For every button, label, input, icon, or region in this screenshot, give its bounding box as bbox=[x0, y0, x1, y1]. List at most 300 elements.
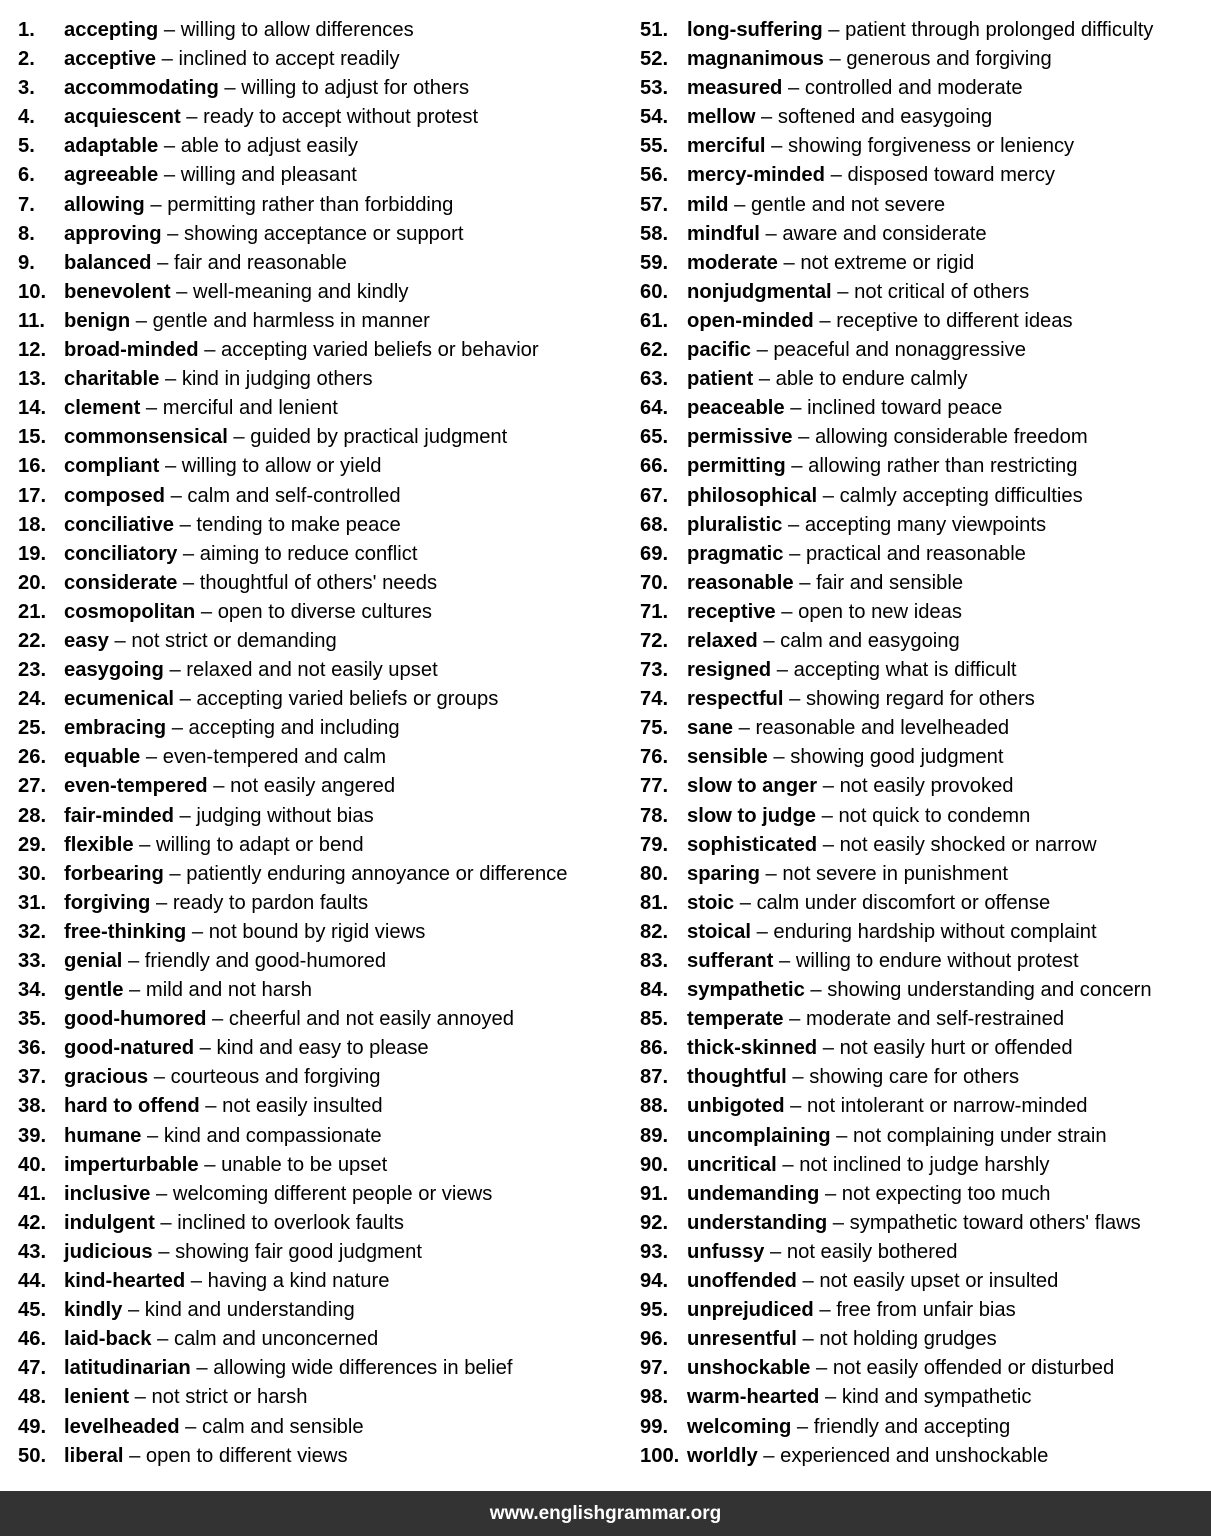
item-definition: gentle and harmless in manner bbox=[152, 309, 430, 332]
item-word: accommodating bbox=[64, 77, 219, 100]
item-separator: – bbox=[164, 484, 188, 507]
item-separator: – bbox=[817, 775, 840, 798]
item-number: 67. bbox=[640, 484, 669, 507]
item-word: balanced bbox=[64, 251, 152, 274]
item-number: 95. bbox=[640, 1299, 669, 1322]
item-number: 26. bbox=[18, 746, 47, 769]
item-separator: – bbox=[767, 746, 791, 769]
list-item bbox=[18, 1005, 618, 1034]
list-item bbox=[640, 249, 1211, 278]
item-number: 52. bbox=[640, 48, 669, 71]
list-item bbox=[640, 1209, 1211, 1238]
item-word: kindly bbox=[64, 1299, 123, 1322]
item-number: 24. bbox=[18, 688, 47, 711]
item-definition: courteous and forgiving bbox=[170, 1066, 381, 1089]
item-definition: permitting rather than forbidding bbox=[167, 193, 454, 216]
item-separator: – bbox=[773, 950, 796, 972]
list-item bbox=[18, 336, 618, 365]
list-item bbox=[640, 220, 1211, 249]
list-item bbox=[640, 1442, 1211, 1471]
item-number: 82. bbox=[640, 920, 669, 943]
item-number: 47. bbox=[18, 1357, 47, 1380]
item-separator: – bbox=[152, 1240, 176, 1263]
item-definition: fair and sensible bbox=[816, 571, 964, 594]
list-item bbox=[18, 1063, 618, 1092]
item-word: worldly bbox=[687, 1444, 758, 1467]
item-separator: – bbox=[783, 688, 806, 711]
item-number: 30. bbox=[18, 862, 47, 885]
item-number: 69. bbox=[640, 542, 669, 565]
item-separator: – bbox=[180, 106, 204, 129]
list-item bbox=[18, 423, 618, 452]
item-word: equable bbox=[64, 746, 141, 769]
item-word: mindful bbox=[687, 222, 760, 245]
item-definition: open to diverse cultures bbox=[217, 600, 433, 623]
item-definition: thoughtful of others' needs bbox=[199, 571, 438, 594]
item-separator: – bbox=[764, 1240, 787, 1263]
item-word: sane bbox=[687, 717, 734, 740]
item-number: 62. bbox=[640, 339, 669, 362]
item-word: gentle bbox=[64, 979, 124, 1002]
list-item bbox=[640, 802, 1211, 831]
list-item bbox=[640, 976, 1211, 1005]
item-definition: willing to adapt or bend bbox=[156, 833, 364, 856]
item-number: 59. bbox=[640, 251, 669, 274]
item-number: 97. bbox=[640, 1357, 669, 1380]
item-separator: – bbox=[148, 1066, 171, 1089]
list-item bbox=[640, 743, 1211, 772]
item-separator: – bbox=[173, 513, 197, 536]
item-separator: – bbox=[207, 775, 231, 798]
item-separator: – bbox=[830, 1124, 854, 1147]
item-separator: – bbox=[150, 1182, 173, 1205]
item-word: mellow bbox=[687, 106, 756, 129]
item-definition: showing care for others bbox=[809, 1066, 1020, 1089]
item-separator: – bbox=[750, 920, 774, 943]
item-word: pacific bbox=[687, 339, 751, 362]
item-definition: fair and reasonable bbox=[173, 251, 347, 274]
item-separator: – bbox=[151, 251, 174, 274]
item-word: relaxed bbox=[687, 629, 758, 652]
item-number: 65. bbox=[640, 426, 669, 449]
item-number: 33. bbox=[18, 950, 47, 972]
item-word: indulgent bbox=[64, 1211, 155, 1234]
item-definition: receptive to different ideas bbox=[836, 309, 1073, 332]
item-number: 96. bbox=[640, 1328, 669, 1351]
item-word: sophisticated bbox=[687, 833, 818, 856]
list-item bbox=[18, 1383, 618, 1412]
item-number: 93. bbox=[640, 1240, 669, 1263]
list-item bbox=[640, 1383, 1211, 1412]
item-word: slow to anger bbox=[687, 775, 818, 798]
item-definition: calm and sensible bbox=[202, 1415, 364, 1438]
item-definition: accepting and including bbox=[188, 717, 400, 740]
list-item bbox=[18, 1267, 618, 1296]
item-separator: – bbox=[163, 659, 187, 682]
item-separator: – bbox=[819, 1182, 842, 1205]
item-number: 37. bbox=[18, 1066, 47, 1089]
item-word: benign bbox=[64, 309, 131, 332]
item-definition: willing and pleasant bbox=[180, 164, 357, 187]
item-separator: – bbox=[817, 833, 840, 856]
list-item bbox=[640, 1296, 1211, 1325]
item-number: 18. bbox=[18, 513, 47, 536]
item-number: 57. bbox=[640, 193, 669, 216]
list-item bbox=[18, 365, 618, 394]
item-definition: friendly and good-humored bbox=[144, 950, 387, 972]
item-definition: patient through prolonged difficulty bbox=[845, 19, 1154, 41]
list-item bbox=[640, 365, 1211, 394]
item-definition: able to endure calmly bbox=[775, 368, 968, 391]
item-word: approving bbox=[64, 222, 162, 245]
item-number: 91. bbox=[640, 1182, 669, 1205]
item-number: 36. bbox=[18, 1037, 47, 1060]
item-definition: unable to be upset bbox=[221, 1153, 388, 1176]
word-list-right-column bbox=[640, 16, 1211, 1471]
item-word: pluralistic bbox=[687, 513, 783, 536]
item-definition: inclined toward peace bbox=[807, 397, 1003, 420]
item-number: 51. bbox=[640, 19, 669, 41]
item-number: 73. bbox=[640, 659, 669, 682]
list-item bbox=[18, 1442, 618, 1471]
item-separator: – bbox=[793, 571, 817, 594]
item-separator: – bbox=[757, 1444, 781, 1467]
item-word: humane bbox=[64, 1124, 142, 1147]
item-definition: accepting what is difficult bbox=[793, 659, 1017, 682]
item-number: 14. bbox=[18, 397, 47, 420]
list-item bbox=[18, 394, 618, 423]
list-item bbox=[640, 860, 1211, 889]
item-separator: – bbox=[733, 717, 756, 740]
item-number: 19. bbox=[18, 542, 47, 565]
list-item bbox=[640, 714, 1211, 743]
item-separator: – bbox=[815, 804, 839, 827]
item-separator: – bbox=[825, 164, 848, 187]
item-word: welcoming bbox=[687, 1415, 792, 1438]
item-word: laid-back bbox=[64, 1328, 152, 1351]
item-word: acceptive bbox=[64, 48, 157, 71]
item-definition: patiently enduring annoyance or difference bbox=[186, 862, 568, 885]
item-separator: – bbox=[819, 1386, 842, 1409]
item-separator: – bbox=[198, 1153, 222, 1176]
item-number: 22. bbox=[18, 629, 47, 652]
item-definition: not inclined to judge harshly bbox=[799, 1153, 1050, 1176]
list-item bbox=[640, 511, 1211, 540]
item-separator: – bbox=[776, 1153, 800, 1176]
item-number: 29. bbox=[18, 833, 47, 856]
item-word: agreeable bbox=[64, 164, 159, 187]
list-item bbox=[18, 16, 618, 45]
item-word: adaptable bbox=[64, 135, 159, 158]
item-number: 86. bbox=[640, 1037, 669, 1060]
item-separator: – bbox=[156, 48, 179, 71]
item-word: hard to offend bbox=[64, 1095, 200, 1118]
item-number: 98. bbox=[640, 1386, 669, 1409]
item-word: reasonable bbox=[687, 571, 794, 594]
list-item bbox=[640, 685, 1211, 714]
item-word: nonjudgmental bbox=[687, 280, 832, 303]
list-item bbox=[18, 45, 618, 74]
item-word: receptive bbox=[687, 600, 776, 623]
item-separator: – bbox=[179, 1415, 203, 1438]
item-number: 78. bbox=[640, 804, 669, 827]
item-definition: not expecting too much bbox=[841, 1182, 1051, 1205]
item-separator: – bbox=[784, 1095, 807, 1118]
item-definition: practical and reasonable bbox=[805, 542, 1026, 565]
item-definition: not strict or demanding bbox=[131, 629, 337, 652]
item-separator: – bbox=[140, 397, 163, 420]
list-item bbox=[18, 307, 618, 336]
item-separator: – bbox=[759, 862, 783, 885]
list-item bbox=[18, 685, 618, 714]
item-separator: – bbox=[185, 1270, 208, 1293]
list-item bbox=[18, 452, 618, 481]
item-separator: – bbox=[133, 833, 157, 856]
item-word: benevolent bbox=[64, 280, 171, 303]
item-number: 13. bbox=[18, 368, 47, 391]
item-definition: calm under discomfort or offense bbox=[756, 891, 1051, 914]
item-definition: inclined to accept readily bbox=[178, 48, 400, 71]
item-separator: – bbox=[122, 1299, 145, 1322]
item-word: peaceable bbox=[687, 397, 785, 420]
item-number: 88. bbox=[640, 1095, 669, 1118]
item-word: magnanimous bbox=[687, 48, 824, 71]
item-number: 4. bbox=[18, 106, 35, 129]
item-word: levelheaded bbox=[64, 1415, 180, 1438]
item-word: embracing bbox=[64, 717, 167, 740]
item-separator: – bbox=[158, 135, 181, 158]
item-separator: – bbox=[813, 1299, 837, 1322]
item-word: allowing bbox=[64, 193, 145, 216]
item-word: fair-minded bbox=[64, 804, 174, 827]
item-separator: – bbox=[163, 862, 187, 885]
item-word: merciful bbox=[687, 135, 766, 158]
item-separator: – bbox=[817, 484, 840, 507]
item-definition: not easily bothered bbox=[786, 1240, 958, 1263]
item-number: 49. bbox=[18, 1415, 47, 1438]
item-separator: – bbox=[130, 309, 153, 332]
list-item bbox=[640, 1267, 1211, 1296]
item-separator: – bbox=[785, 455, 809, 478]
item-definition: calm and self-controlled bbox=[187, 484, 401, 507]
list-item bbox=[640, 452, 1211, 481]
item-definition: not easily provoked bbox=[839, 775, 1014, 798]
list-item bbox=[640, 336, 1211, 365]
item-number: 55. bbox=[640, 135, 669, 158]
item-number: 23. bbox=[18, 659, 47, 682]
item-separator: – bbox=[161, 222, 185, 245]
list-item bbox=[18, 74, 618, 103]
item-word: uncritical bbox=[687, 1153, 777, 1176]
item-word: warm-hearted bbox=[687, 1386, 820, 1409]
item-definition: inclined to overlook faults bbox=[177, 1211, 404, 1234]
item-number: 85. bbox=[640, 1008, 669, 1031]
list-item bbox=[18, 802, 618, 831]
item-definition: calmly accepting difficulties bbox=[839, 484, 1083, 507]
item-separator: – bbox=[810, 1357, 833, 1380]
item-definition: sympathetic toward others' flaws bbox=[849, 1211, 1141, 1234]
item-number: 35. bbox=[18, 1008, 47, 1031]
item-word: good-natured bbox=[64, 1037, 195, 1060]
item-word: compliant bbox=[64, 455, 160, 478]
item-definition: not quick to condemn bbox=[838, 804, 1031, 827]
list-item bbox=[18, 889, 618, 918]
item-separator: – bbox=[190, 1357, 214, 1380]
item-word: forgiving bbox=[64, 891, 151, 914]
item-number: 44. bbox=[18, 1270, 47, 1293]
item-separator: – bbox=[151, 1328, 174, 1351]
item-word: pragmatic bbox=[687, 542, 784, 565]
item-definition: softened and easygoing bbox=[777, 106, 993, 129]
item-definition: showing good judgment bbox=[790, 746, 1004, 769]
item-definition: peaceful and nonaggressive bbox=[773, 339, 1026, 362]
item-definition: not easily hurt or offended bbox=[839, 1037, 1073, 1060]
item-separator: – bbox=[170, 280, 194, 303]
item-number: 63. bbox=[640, 368, 669, 391]
item-separator: – bbox=[159, 455, 182, 478]
item-word: broad-minded bbox=[64, 339, 199, 362]
item-word: stoical bbox=[687, 920, 751, 943]
item-separator: – bbox=[140, 746, 163, 769]
item-number: 25. bbox=[18, 717, 47, 740]
list-item bbox=[640, 1180, 1211, 1209]
item-word: philosophical bbox=[687, 484, 818, 507]
item-word: unprejudiced bbox=[687, 1299, 814, 1322]
item-separator: – bbox=[813, 309, 837, 332]
item-word: liberal bbox=[64, 1444, 124, 1467]
item-number: 80. bbox=[640, 862, 669, 885]
item-word: unresentful bbox=[687, 1328, 797, 1351]
item-word: undemanding bbox=[687, 1182, 820, 1205]
item-separator: – bbox=[186, 920, 209, 943]
list-item bbox=[640, 947, 1211, 976]
item-separator: – bbox=[782, 77, 805, 100]
list-item bbox=[18, 249, 618, 278]
item-definition: free from unfair bias bbox=[836, 1299, 1016, 1322]
item-definition: showing understanding and concern bbox=[827, 979, 1152, 1002]
item-separator: – bbox=[122, 950, 145, 972]
item-definition: willing to endure without protest bbox=[795, 950, 1079, 972]
item-number: 50. bbox=[18, 1444, 47, 1467]
list-item bbox=[18, 278, 618, 307]
item-number: 54. bbox=[640, 106, 669, 129]
list-item bbox=[640, 103, 1211, 132]
item-definition: able to adjust easily bbox=[180, 135, 359, 158]
list-item bbox=[18, 1122, 618, 1151]
item-definition: kind and sympathetic bbox=[841, 1386, 1032, 1409]
item-number: 39. bbox=[18, 1124, 47, 1147]
item-word: genial bbox=[64, 950, 123, 972]
item-separator: – bbox=[123, 979, 146, 1002]
item-definition: moderate and self-restrained bbox=[805, 1008, 1065, 1031]
item-definition: accepting varied beliefs or groups bbox=[196, 688, 499, 711]
item-word: cosmopolitan bbox=[64, 600, 196, 623]
item-definition: showing fair good judgment bbox=[175, 1240, 422, 1263]
item-word: free-thinking bbox=[64, 920, 187, 943]
item-number: 61. bbox=[640, 309, 669, 332]
item-definition: gentle and not severe bbox=[750, 193, 946, 216]
item-number: 99. bbox=[640, 1415, 669, 1438]
list-item bbox=[18, 598, 618, 627]
item-definition: mild and not harsh bbox=[145, 979, 312, 1002]
word-list-left-column bbox=[18, 16, 618, 1471]
item-separator: – bbox=[154, 1211, 178, 1234]
item-number: 87. bbox=[640, 1066, 669, 1089]
item-separator: – bbox=[783, 1008, 806, 1031]
item-word: easygoing bbox=[64, 659, 164, 682]
item-number: 53. bbox=[640, 77, 669, 100]
item-word: accepting bbox=[64, 19, 159, 41]
list-item bbox=[18, 1354, 618, 1383]
item-separator: – bbox=[728, 193, 751, 216]
list-item bbox=[640, 1354, 1211, 1383]
item-word: commonsensical bbox=[64, 426, 228, 449]
item-separator: – bbox=[782, 513, 805, 536]
item-number: 83. bbox=[640, 950, 669, 972]
item-definition: well-meaning and kindly bbox=[193, 280, 409, 303]
list-item bbox=[18, 1413, 618, 1442]
item-number: 8. bbox=[18, 222, 35, 245]
item-word: stoic bbox=[687, 891, 735, 914]
item-separator: – bbox=[166, 717, 189, 740]
item-number: 46. bbox=[18, 1328, 47, 1351]
item-word: judicious bbox=[64, 1240, 153, 1263]
item-word: sensible bbox=[687, 746, 768, 769]
list-item bbox=[640, 482, 1211, 511]
list-item bbox=[640, 831, 1211, 860]
list-item bbox=[640, 1092, 1211, 1121]
item-definition: relaxed and not easily upset bbox=[186, 659, 438, 682]
item-separator: – bbox=[827, 1211, 850, 1234]
footer-site-url: www.englishgrammar.org bbox=[489, 1503, 722, 1524]
item-word: moderate bbox=[687, 251, 778, 274]
item-word: respectful bbox=[687, 688, 784, 711]
item-number: 72. bbox=[640, 629, 669, 652]
item-number: 45. bbox=[18, 1299, 47, 1322]
item-definition: kind in judging others bbox=[181, 368, 373, 391]
item-number: 66. bbox=[640, 455, 669, 478]
list-item bbox=[18, 627, 618, 656]
item-word: patient bbox=[687, 368, 754, 391]
item-word: conciliatory bbox=[64, 542, 178, 565]
item-word: permissive bbox=[687, 426, 793, 449]
item-number: 64. bbox=[640, 397, 669, 420]
item-word: permitting bbox=[687, 455, 786, 478]
item-definition: accepting varied beliefs or behavior bbox=[221, 339, 539, 362]
list-item bbox=[18, 540, 618, 569]
item-definition: kind and compassionate bbox=[163, 1124, 382, 1147]
list-item bbox=[18, 772, 618, 801]
item-number: 32. bbox=[18, 920, 47, 943]
item-separator: – bbox=[177, 542, 200, 565]
item-number: 16. bbox=[18, 455, 47, 478]
item-definition: not bound by rigid views bbox=[208, 920, 426, 943]
item-definition: not easily insulted bbox=[222, 1095, 383, 1118]
list-item bbox=[640, 918, 1211, 947]
item-number: 9. bbox=[18, 251, 35, 274]
item-word: thick-skinned bbox=[687, 1037, 818, 1060]
item-separator: – bbox=[792, 426, 815, 449]
list-item bbox=[640, 540, 1211, 569]
item-separator: – bbox=[771, 659, 794, 682]
list-item bbox=[640, 1238, 1211, 1267]
list-item bbox=[640, 598, 1211, 627]
item-definition: not easily shocked or narrow bbox=[839, 833, 1097, 856]
item-number: 60. bbox=[640, 280, 669, 303]
item-definition: not holding grudges bbox=[819, 1328, 997, 1351]
item-separator: – bbox=[831, 280, 855, 303]
item-number: 68. bbox=[640, 513, 669, 536]
